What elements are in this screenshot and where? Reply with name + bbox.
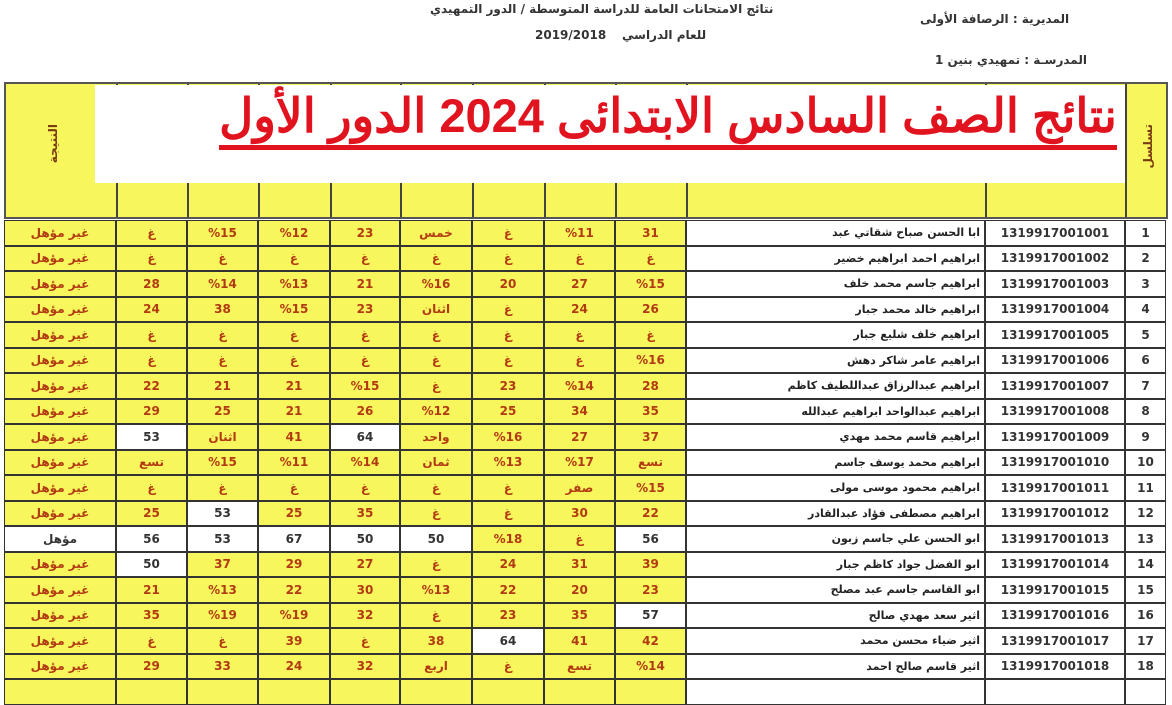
grade-cell: غ: [400, 348, 472, 374]
grade-cell: %19: [258, 603, 330, 629]
grade-cell: 64: [330, 424, 400, 450]
grade-cell: 56: [615, 526, 686, 552]
grade-cell: 29: [116, 399, 187, 425]
table-row: [4, 297, 1168, 323]
result-cell: غير مؤهل: [4, 628, 116, 654]
exam-number: 1319917001009: [985, 424, 1125, 450]
grade-cell: 56: [116, 526, 187, 552]
grade-cell: %14: [615, 654, 686, 680]
grade-cell: 30: [330, 577, 400, 603]
grade-cell: 39: [615, 552, 686, 578]
exam-number: 1319917001013: [985, 526, 1125, 552]
result-cell: غير مؤهل: [4, 246, 116, 272]
grade-cell: 26: [330, 399, 400, 425]
exam-number: 1319917001005: [985, 322, 1125, 348]
grade-cell: 22: [472, 577, 544, 603]
grade-cell: خمس: [400, 220, 472, 246]
grade-cell: غ: [472, 348, 544, 374]
grade-cell: 37: [187, 552, 258, 578]
student-name: ابراهيم عبدالواحد ابراهيم عبدالله: [686, 399, 985, 425]
grade-cell: 21: [116, 577, 187, 603]
grade-cell: 31: [615, 220, 686, 246]
table-cell: [472, 679, 544, 705]
table-cell: [4, 679, 116, 705]
grade-cell: 41: [258, 424, 330, 450]
grade-cell: 24: [472, 552, 544, 578]
table-row: [4, 424, 1168, 450]
sequence-number: 10: [1125, 450, 1166, 476]
grade-cell: %13: [472, 450, 544, 476]
grade-cell: %14: [330, 450, 400, 476]
grade-cell: %15: [258, 297, 330, 323]
sequence-number: 9: [1125, 424, 1166, 450]
grade-cell: 38: [187, 297, 258, 323]
exam-number: 1319917001010: [985, 450, 1125, 476]
table-row: [4, 475, 1168, 501]
grade-cell: غ: [116, 348, 187, 374]
student-name: ابراهيم مصطفى فؤاد عبدالقادر: [686, 501, 985, 527]
grade-cell: غ: [116, 628, 187, 654]
sequence-number: 4: [1125, 297, 1166, 323]
grade-cell: 27: [544, 424, 615, 450]
result-cell: غير مؤهل: [4, 373, 116, 399]
grade-cell: غ: [187, 246, 258, 272]
grade-cell: 50: [116, 552, 187, 578]
sequence-number: 2: [1125, 246, 1166, 272]
grade-cell: %14: [187, 271, 258, 297]
table-row: [4, 628, 1168, 654]
grade-cell: غ: [544, 322, 615, 348]
exam-number: 1319917001008: [985, 399, 1125, 425]
exam-number: 1319917001002: [985, 246, 1125, 272]
grade-cell: 24: [544, 297, 615, 323]
table-row: [4, 246, 1168, 272]
exam-number: 1319917001004: [985, 297, 1125, 323]
column-divider: [1125, 84, 1127, 217]
student-name: ابراهيم قاسم محمد مهدي: [686, 424, 985, 450]
result-cell: غير مؤهل: [4, 399, 116, 425]
grade-cell: 20: [472, 271, 544, 297]
grade-cell: 25: [472, 399, 544, 425]
grade-cell: غ: [400, 552, 472, 578]
grade-cell: 42: [615, 628, 686, 654]
result-cell: مؤهل: [4, 526, 116, 552]
academic-year: 2019/2018: [535, 28, 607, 42]
result-cell: غير مؤهل: [4, 297, 116, 323]
grade-cell: غ: [472, 654, 544, 680]
grade-cell: 22: [258, 577, 330, 603]
grade-cell: %15: [615, 271, 686, 297]
exam-number: 1319917001012: [985, 501, 1125, 527]
student-name: اثير قاسم صالح احمد: [686, 654, 985, 680]
table-cell: [544, 679, 615, 705]
student-name: ابراهيم عامر شاكر دهش: [686, 348, 985, 374]
table-row: [4, 501, 1168, 527]
student-name: ابو الحسن علي جاسم زبون: [686, 526, 985, 552]
grade-cell: 25: [116, 501, 187, 527]
sequence-number: 12: [1125, 501, 1166, 527]
grade-cell: غ: [330, 475, 400, 501]
grade-cell: غ: [330, 322, 400, 348]
grade-cell: غ: [544, 526, 615, 552]
grade-cell: %19: [187, 603, 258, 629]
table-cell: [187, 679, 258, 705]
result-cell: غير مؤهل: [4, 424, 116, 450]
table-cell: [258, 679, 330, 705]
grade-cell: غ: [187, 475, 258, 501]
grade-cell: 23: [330, 220, 400, 246]
grade-cell: غ: [187, 322, 258, 348]
grade-cell: تسع: [615, 450, 686, 476]
grade-cell: 39: [258, 628, 330, 654]
student-name: ابراهيم محمد يوسف جاسم: [686, 450, 985, 476]
grade-cell: 33: [187, 654, 258, 680]
grade-cell: غ: [258, 322, 330, 348]
result-cell: غير مؤهل: [4, 552, 116, 578]
sequence-number: 7: [1125, 373, 1166, 399]
grade-cell: %12: [400, 399, 472, 425]
student-name: ابراهيم جاسم محمد خلف: [686, 271, 985, 297]
grade-cell: غ: [187, 628, 258, 654]
result-cell: غير مؤهل: [4, 322, 116, 348]
grade-cell: %14: [544, 373, 615, 399]
table-cell: [985, 679, 1125, 705]
grade-cell: غ: [330, 348, 400, 374]
column-header-seq: تسلسل: [1141, 124, 1155, 169]
student-name: ابراهيم محمود موسى مولى: [686, 475, 985, 501]
result-cell: غير مؤهل: [4, 577, 116, 603]
sequence-number: 3: [1125, 271, 1166, 297]
grade-cell: واحد: [400, 424, 472, 450]
grade-cell: 35: [116, 603, 187, 629]
grade-cell: 21: [187, 373, 258, 399]
grade-cell: %17: [544, 450, 615, 476]
grade-cell: 22: [116, 373, 187, 399]
grade-cell: 25: [258, 501, 330, 527]
grade-cell: 35: [544, 603, 615, 629]
result-cell: غير مؤهل: [4, 271, 116, 297]
grade-cell: %11: [544, 220, 615, 246]
grade-cell: غ: [400, 373, 472, 399]
table-cell: [400, 679, 472, 705]
grade-cell: %18: [472, 526, 544, 552]
table-cell: [615, 679, 686, 705]
grade-cell: غ: [472, 501, 544, 527]
grade-cell: 23: [472, 373, 544, 399]
banner-title: نتائج الصف السادس الابتدائى 2024 الدور الأول: [219, 87, 1117, 150]
grade-cell: 26: [615, 297, 686, 323]
title-banner: [95, 85, 1125, 183]
grade-cell: 32: [330, 603, 400, 629]
table-row: [4, 654, 1168, 680]
grade-cell: 30: [544, 501, 615, 527]
grade-cell: %12: [258, 220, 330, 246]
grade-cell: غ: [116, 220, 187, 246]
column-header-result: النتيجة: [46, 124, 60, 164]
exam-number: 1319917001017: [985, 628, 1125, 654]
sequence-number: 18: [1125, 654, 1166, 680]
grade-cell: 27: [330, 552, 400, 578]
sequence-number: 17: [1125, 628, 1166, 654]
grade-cell: 28: [615, 373, 686, 399]
grade-cell: 22: [615, 501, 686, 527]
table-row: [4, 373, 1168, 399]
grade-cell: غ: [472, 220, 544, 246]
grade-cell: 53: [187, 501, 258, 527]
result-cell: غير مؤهل: [4, 220, 116, 246]
grade-cell: %15: [330, 373, 400, 399]
table-row: [4, 322, 1168, 348]
grade-cell: 67: [258, 526, 330, 552]
grade-cell: 35: [330, 501, 400, 527]
grade-cell: غ: [615, 322, 686, 348]
grade-cell: تسع: [116, 450, 187, 476]
result-cell: غير مؤهل: [4, 654, 116, 680]
grade-cell: %16: [472, 424, 544, 450]
exam-number: 1319917001003: [985, 271, 1125, 297]
grade-cell: 23: [330, 297, 400, 323]
student-name: اثير ضياء محسن محمد: [686, 628, 985, 654]
grade-cell: 25: [187, 399, 258, 425]
sequence-number: 6: [1125, 348, 1166, 374]
exam-number: 1319917001011: [985, 475, 1125, 501]
grade-cell: اربع: [400, 654, 472, 680]
table-row: [4, 348, 1168, 374]
grade-cell: 21: [258, 373, 330, 399]
grade-cell: تسع: [544, 654, 615, 680]
table-cell: [116, 679, 187, 705]
grade-cell: %13: [187, 577, 258, 603]
grade-cell: 24: [116, 297, 187, 323]
grade-cell: 32: [330, 654, 400, 680]
student-name: ابراهيم خلف شليع جبار: [686, 322, 985, 348]
grade-cell: صفر: [544, 475, 615, 501]
grade-cell: 37: [615, 424, 686, 450]
result-cell: غير مؤهل: [4, 501, 116, 527]
exam-number: 1319917001018: [985, 654, 1125, 680]
sequence-number: 16: [1125, 603, 1166, 629]
grade-cell: 64: [472, 628, 544, 654]
grade-cell: 23: [472, 603, 544, 629]
table-row: [4, 220, 1168, 246]
exam-number: 1319917001006: [985, 348, 1125, 374]
grade-cell: 57: [615, 603, 686, 629]
report-title: نتائج الامتحانات العامة للدراسة المتوسطة / الدور التمهيدي: [430, 2, 774, 16]
table-cell: [1125, 679, 1166, 705]
table-row: [4, 450, 1168, 476]
grade-cell: اثنان: [187, 424, 258, 450]
student-name: ابا الحسن صباح شقاتي عبد: [686, 220, 985, 246]
grade-cell: %13: [400, 577, 472, 603]
grade-cell: غ: [116, 322, 187, 348]
grade-cell: %13: [258, 271, 330, 297]
result-cell: غير مؤهل: [4, 475, 116, 501]
table-cell: [686, 679, 985, 705]
result-cell: غير مؤهل: [4, 348, 116, 374]
grade-cell: 53: [116, 424, 187, 450]
grade-cell: غ: [615, 246, 686, 272]
grade-cell: غ: [472, 297, 544, 323]
table-row: [4, 577, 1168, 603]
grade-cell: غ: [400, 246, 472, 272]
grade-cell: 53: [187, 526, 258, 552]
grade-cell: 38: [400, 628, 472, 654]
grade-cell: 21: [330, 271, 400, 297]
exam-number: 1319917001014: [985, 552, 1125, 578]
student-name: ابراهيم عبدالرزاق عبداللطيف كاظم: [686, 373, 985, 399]
grade-cell: غ: [330, 628, 400, 654]
student-name: ابو الفضل جواد كاظم جبار: [686, 552, 985, 578]
grade-cell: 27: [544, 271, 615, 297]
table-row: [4, 399, 1168, 425]
grade-cell: 23: [615, 577, 686, 603]
exam-number: 1319917001001: [985, 220, 1125, 246]
sequence-number: 5: [1125, 322, 1166, 348]
sequence-number: 11: [1125, 475, 1166, 501]
grade-cell: غ: [544, 348, 615, 374]
grade-cell: 41: [544, 628, 615, 654]
results-table: [4, 220, 1168, 705]
grade-cell: غ: [258, 348, 330, 374]
grade-cell: غ: [400, 475, 472, 501]
grade-cell: 50: [330, 526, 400, 552]
result-cell: غير مؤهل: [4, 450, 116, 476]
grade-cell: 29: [116, 654, 187, 680]
table-row: [4, 679, 1168, 705]
table-row: [4, 603, 1168, 629]
grade-cell: 35: [615, 399, 686, 425]
grade-cell: %11: [258, 450, 330, 476]
directorate: المديرية : الرصافة الأولى: [920, 12, 1070, 26]
grade-cell: غ: [472, 322, 544, 348]
exam-number: 1319917001007: [985, 373, 1125, 399]
grade-cell: غ: [330, 246, 400, 272]
table-cell: [330, 679, 400, 705]
student-name: ابراهيم احمد ابراهيم خضير: [686, 246, 985, 272]
grade-cell: غ: [472, 246, 544, 272]
grade-cell: ثمان: [400, 450, 472, 476]
sequence-number: 14: [1125, 552, 1166, 578]
student-name: اثير سعد مهدي صالح: [686, 603, 985, 629]
grade-cell: %16: [615, 348, 686, 374]
academic-year-label: للعام الدراسي: [622, 28, 707, 42]
sequence-number: 13: [1125, 526, 1166, 552]
sequence-number: 8: [1125, 399, 1166, 425]
grade-cell: غ: [544, 246, 615, 272]
grade-cell: 34: [544, 399, 615, 425]
grade-cell: 28: [116, 271, 187, 297]
result-cell: غير مؤهل: [4, 603, 116, 629]
table-row: [4, 552, 1168, 578]
grade-cell: 31: [544, 552, 615, 578]
table-row: [4, 526, 1168, 552]
student-name: ابراهيم خالد محمد جبار: [686, 297, 985, 323]
grade-cell: 24: [258, 654, 330, 680]
grade-cell: غ: [187, 348, 258, 374]
exam-number: 1319917001015: [985, 577, 1125, 603]
school: المدرسـة : تمهيدي بنين 1: [935, 53, 1087, 67]
grade-cell: %15: [187, 450, 258, 476]
grade-cell: 21: [258, 399, 330, 425]
exam-number: 1319917001016: [985, 603, 1125, 629]
grade-cell: غ: [400, 603, 472, 629]
grade-cell: %15: [615, 475, 686, 501]
grade-cell: غ: [258, 475, 330, 501]
table-row: [4, 271, 1168, 297]
grade-cell: غ: [472, 475, 544, 501]
student-name: ابو القاسم جاسم عبد مصلح: [686, 577, 985, 603]
sequence-number: 15: [1125, 577, 1166, 603]
grade-cell: غ: [400, 501, 472, 527]
grade-cell: غ: [400, 322, 472, 348]
sequence-number: 1: [1125, 220, 1166, 246]
grade-cell: %15: [187, 220, 258, 246]
grade-cell: غ: [116, 475, 187, 501]
grade-cell: اثنان: [400, 297, 472, 323]
grade-cell: 29: [258, 552, 330, 578]
grade-cell: غ: [258, 246, 330, 272]
grade-cell: 20: [544, 577, 615, 603]
grade-cell: %16: [400, 271, 472, 297]
grade-cell: 50: [400, 526, 472, 552]
grade-cell: غ: [116, 246, 187, 272]
